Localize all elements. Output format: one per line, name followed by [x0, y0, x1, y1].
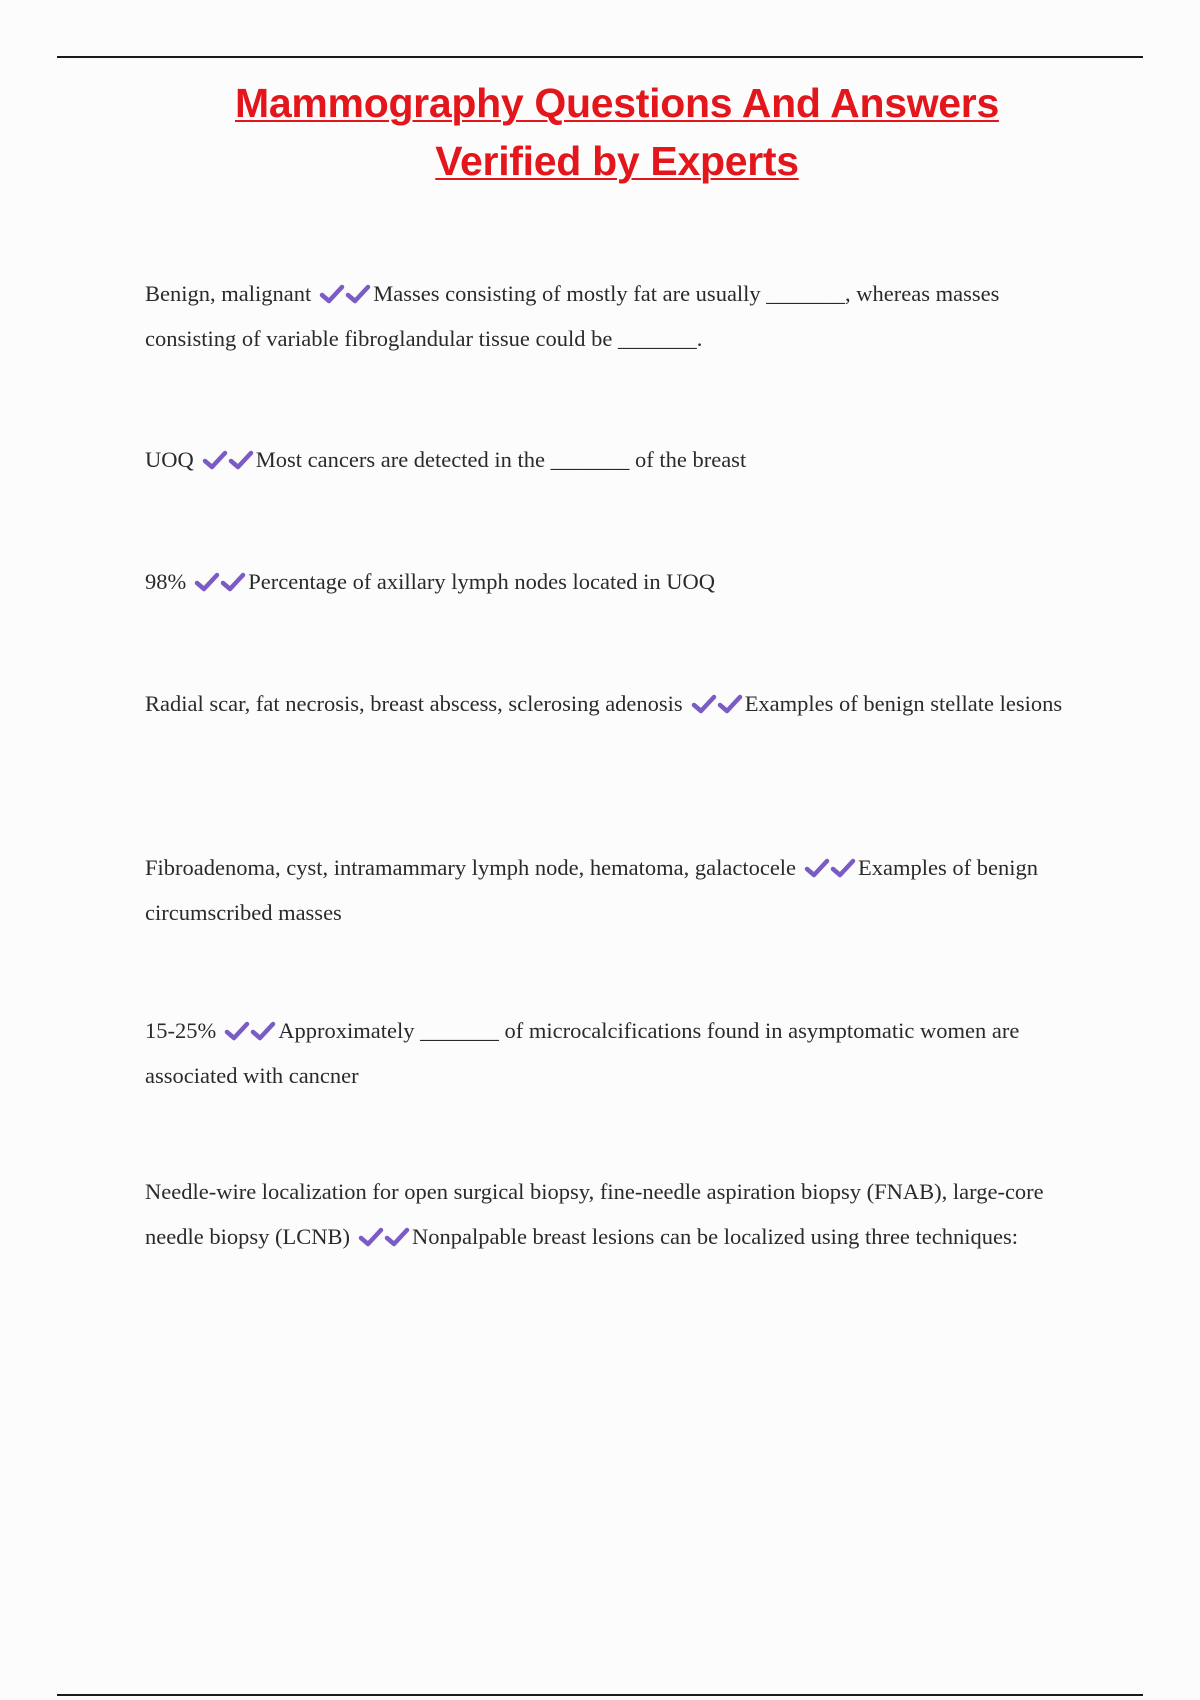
double-check [319, 281, 371, 306]
qa-item [145, 845, 1075, 935]
answer-text: 15-25% [145, 1018, 217, 1043]
double-check [202, 447, 254, 472]
question-text: Most cancers are detected in the _______ of the breast [255, 447, 747, 472]
double-check [804, 855, 856, 880]
check-icon [250, 1020, 276, 1042]
question-text: Percentage of axillary lymph nodes located in UOQ [248, 569, 715, 594]
answer-text: UOQ [145, 447, 194, 472]
check-icon [804, 857, 830, 879]
check-icon [717, 693, 743, 715]
double-check [194, 569, 246, 594]
check-icon [691, 693, 717, 715]
check-icon [228, 449, 254, 471]
qa-item [145, 271, 1075, 361]
question-text: Nonpalpable breast lesions can be localized using three techniques: [411, 1224, 1019, 1249]
check-icon [220, 571, 246, 593]
check-icon [194, 571, 220, 593]
check-icon [224, 1020, 250, 1042]
qa-item [145, 437, 1075, 482]
question-text: Examples of benign circumscribed masses [145, 855, 1039, 925]
question-text: Approximately _______ of microcalcifications found in asymptomatic women are associated with cancner [145, 1018, 1020, 1088]
title-line-2: Verified by Experts [435, 138, 799, 184]
check-icon [345, 283, 371, 305]
check-icon [384, 1226, 410, 1248]
double-check [224, 1018, 276, 1043]
answer-text: Needle-wire localization for open surgical biopsy, fine-needle aspiration biopsy (FNAB), large-core needle biopsy (LCNB) [145, 1179, 1044, 1249]
double-check [358, 1224, 410, 1249]
double-check [691, 691, 743, 716]
qa-item [145, 1169, 1075, 1259]
top-divider [57, 56, 1143, 58]
bottom-divider [57, 1694, 1143, 1696]
qa-item [145, 559, 1075, 604]
answer-text: Fibroadenoma, cyst, intramammary lymph node, hematoma, galactocele [145, 855, 797, 880]
title-line-1: Mammography Questions And Answers [235, 80, 999, 126]
qa-item [145, 681, 1075, 726]
answer-text: 98% [145, 569, 187, 594]
question-text: Masses consisting of mostly fat are usually _______, whereas masses consisting of variable fibroglandular tissue could be _______. [145, 281, 1000, 351]
qa-item [145, 1008, 1075, 1098]
document-title [0, 74, 1200, 190]
answer-text: Benign, malignant [145, 281, 312, 306]
check-icon [319, 283, 345, 305]
answer-text: Radial scar, fat necrosis, breast abscess, sclerosing adenosis [145, 691, 683, 716]
check-icon [202, 449, 228, 471]
check-icon [830, 857, 856, 879]
check-icon [358, 1226, 384, 1248]
question-text: Examples of benign stellate lesions [744, 691, 1063, 716]
